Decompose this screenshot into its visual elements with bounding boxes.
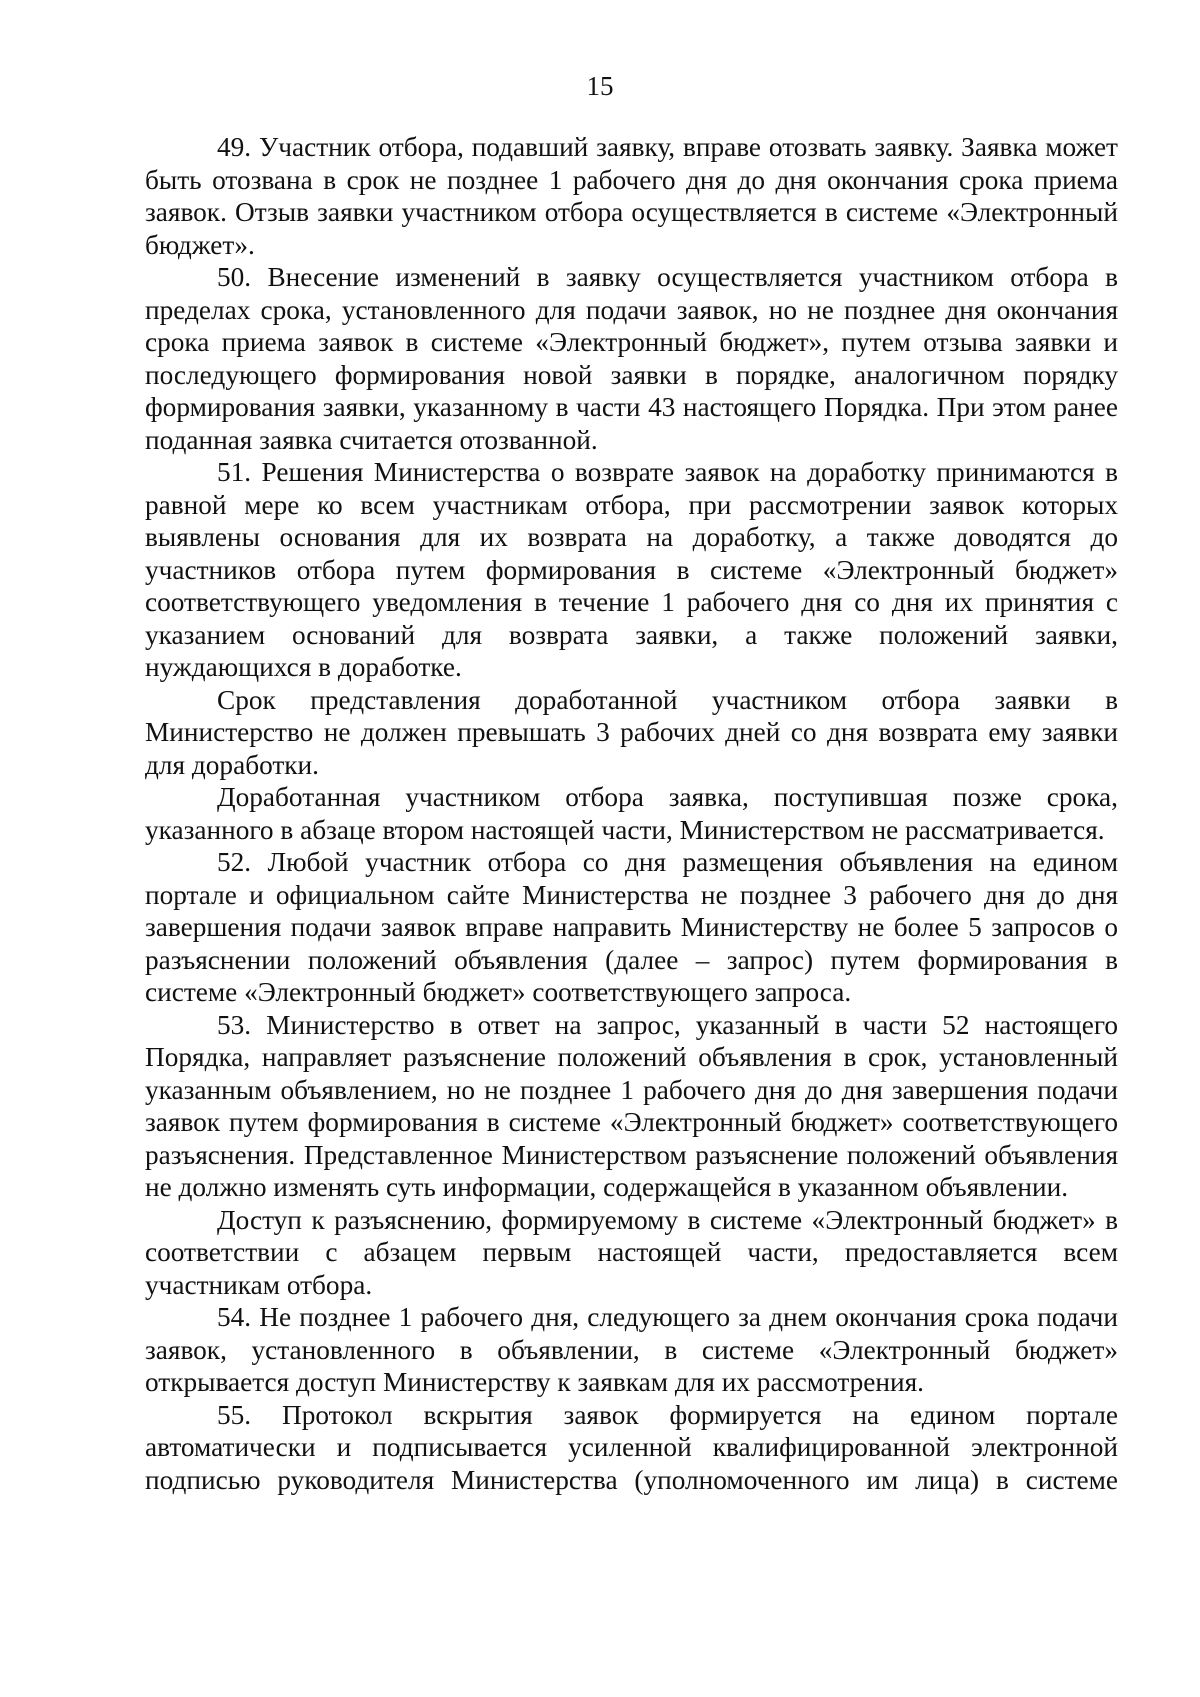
page-number: 15 — [586, 71, 614, 101]
paragraph-item-53-access: Доступ к разъяснению, формируемому в системе «Электронный бюджет» в соответствии с абзацем первым настоящей части, предоставляется всем участникам отбора. — [145, 1204, 1118, 1300]
paragraph-item-51-late: Доработанная участником отбора заявка, поступившая позже срока, указанного в абзаце втором настоящей части, Министерством не рассматривается. — [145, 782, 1118, 845]
paragraph-item-52: 52. Любой участник отбора со дня размещения объявления на едином портале и официальном сайте Министерства не позднее 3 рабочего дня до дня завершения подачи заявок вправе направить Министерству не более 5 запросов о разъяснении положений объявления (далее – запрос) путем формирования в системе «Электронный бюджет» соответствующего запроса. — [145, 847, 1118, 1007]
paragraph-item-55: 55. Протокол вскрытия заявок формируется на едином портале автоматически и подписывается усиленной квалифицированной электронной подписью руководителя Министерства (уполномоченного им лица) в системе — [145, 1399, 1118, 1495]
paragraph-item-51: 51. Решения Министерства о возврате заявок на доработку принимаются в равной мере ко всем участникам отбора, при рассмотрении заявок которых выявлены основания для их возврата на доработку, а также доводятся до участников отбора путем формирования в системе «Электронный бюджет» соответствующего уведомления в течение 1 рабочего дня со дня их принятия с указанием оснований для возврата заявки, а также положений заявки, нуждающихся в доработке. — [145, 457, 1118, 682]
paragraph-item-49: 49. Участник отбора, подавший заявку, вправе отозвать заявку. Заявка может быть отозвана в срок не позднее 1 рабочего дня до дня окончания срока приема заявок. Отзыв заявки участником отбора осуществляется в системе «Электронный бюджет». — [145, 132, 1118, 260]
paragraph-item-53: 53. Министерство в ответ на запрос, указанный в части 52 настоящего Порядка, направляет разъяснение положений объявления в срок, установленный указанным объявлением, но не позднее 1 рабочего дня до дня завершения подачи заявок путем формирования в системе «Электронный бюджет» соответствующего разъяснения. Представленное Министерством разъяснение положений объявления не должно изменять суть информации, содержащейся в указанном объявлении. — [145, 1009, 1118, 1202]
paragraph-item-51-deadline: Срок представления доработанной участником отбора заявки в Министерство не должен превышать 3 рабочих дней со дня возврата ему заявки для доработки. — [145, 684, 1118, 780]
document-body — [145, 131, 1118, 1496]
paragraph-item-54: 54. Не позднее 1 рабочего дня, следующего за днем окончания срока подачи заявок, установленного в объявлении, в системе «Электронный бюджет» открывается доступ Министерству к заявкам для их рассмотрения. — [145, 1302, 1118, 1397]
paragraph-item-50: 50. Внесение изменений в заявку осуществляется участником отбора в пределах срока, установленного для подачи заявок, но не позднее дня окончания срока приема заявок в системе «Электронный бюджет», путем отзыва заявки и последующего формирования новой заявки в порядке, аналогичном порядку формирования заявки, указанному в части 43 настоящего Порядка. При этом ранее поданная заявка считается отозванной. — [145, 262, 1118, 455]
